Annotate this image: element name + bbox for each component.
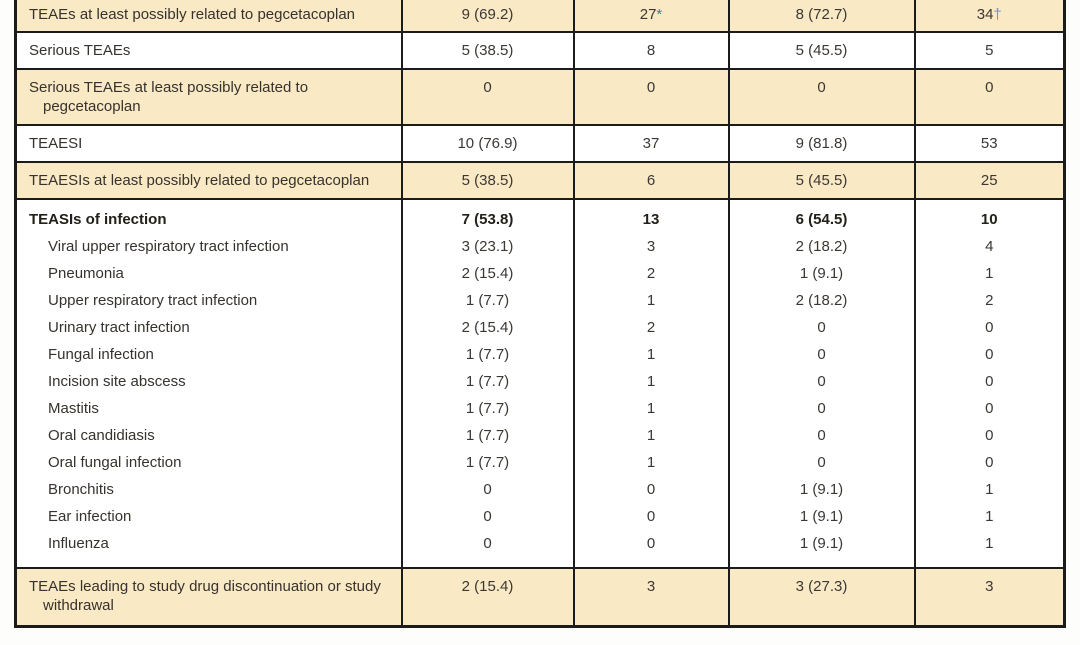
- cell-value: 2: [574, 314, 729, 341]
- row-label: Pneumonia: [16, 260, 402, 287]
- cell-value: 37: [574, 125, 729, 162]
- cell-value: 1: [574, 287, 729, 314]
- table-row: [16, 260, 1065, 287]
- cell-value: 1 (9.1): [729, 530, 915, 568]
- table-row: [16, 503, 1065, 530]
- cell-value: 0: [574, 476, 729, 503]
- cell-value: 0: [729, 422, 915, 449]
- cell-value: 6: [574, 162, 729, 199]
- row-label: Serious TEAEs: [16, 32, 402, 69]
- cell-value: 1 (7.7): [402, 422, 574, 449]
- row-label: Fungal infection: [16, 341, 402, 368]
- cell-value: 5: [915, 32, 1065, 69]
- cell-value: 3: [574, 233, 729, 260]
- cell-value: 4: [915, 233, 1065, 260]
- cell-value: 1 (7.7): [402, 287, 574, 314]
- row-label: Upper respiratory tract infection: [16, 287, 402, 314]
- cell-value: 0: [915, 341, 1065, 368]
- asterisk-footnote-marker: *: [656, 6, 663, 23]
- cell-value: 2 (15.4): [402, 568, 574, 627]
- table-row: [16, 0, 1065, 32]
- cell-value: 0: [729, 395, 915, 422]
- table-row: [16, 530, 1065, 568]
- cell-value: 0: [729, 449, 915, 476]
- cell-value: 0: [915, 368, 1065, 395]
- cell-value: 25: [915, 162, 1065, 199]
- cell-value: 3 (23.1): [402, 233, 574, 260]
- cell-value: 27*: [574, 0, 729, 32]
- table-row: [16, 233, 1065, 260]
- table-row: [16, 199, 1065, 233]
- row-label: Mastitis: [16, 395, 402, 422]
- cell-value: 10: [915, 199, 1065, 233]
- cell-value: 13: [574, 199, 729, 233]
- cell-value: 5 (38.5): [402, 32, 574, 69]
- cell-value: 3 (27.3): [729, 568, 915, 627]
- row-label: Influenza: [16, 530, 402, 568]
- cell-value: 3: [915, 568, 1065, 627]
- cell-value: 1: [915, 530, 1065, 568]
- cell-value: 0: [729, 341, 915, 368]
- cell-value: 1 (7.7): [402, 368, 574, 395]
- table-container: [14, 0, 1066, 628]
- cell-value: 1 (7.7): [402, 395, 574, 422]
- cell-value: 1: [574, 422, 729, 449]
- cell-value: 1 (7.7): [402, 341, 574, 368]
- row-label: Incision site abscess: [16, 368, 402, 395]
- cell-value: 34†: [915, 0, 1065, 32]
- cell-value: 1: [574, 368, 729, 395]
- row-label: Serious TEAEs at least possibly related to pegcetacoplan: [16, 69, 402, 125]
- cell-value: 0: [729, 69, 915, 125]
- cell-value: 0: [574, 530, 729, 568]
- cell-value: 0: [915, 395, 1065, 422]
- cell-value: 9 (69.2): [402, 0, 574, 32]
- cell-value: 2 (15.4): [402, 260, 574, 287]
- cell-value: 2 (15.4): [402, 314, 574, 341]
- table-row: [16, 287, 1065, 314]
- cell-value: 5 (45.5): [729, 32, 915, 69]
- row-label: Viral upper respiratory tract infection: [16, 233, 402, 260]
- cell-value: 1: [574, 449, 729, 476]
- cell-value: 0: [729, 314, 915, 341]
- cell-value: 0: [729, 368, 915, 395]
- cell-value: 0: [915, 314, 1065, 341]
- cell-value: 0: [915, 422, 1065, 449]
- cell-value: 0: [402, 69, 574, 125]
- cell-value: 9 (81.8): [729, 125, 915, 162]
- table-row: [16, 568, 1065, 627]
- cell-value: 0: [402, 530, 574, 568]
- table-row: [16, 449, 1065, 476]
- cell-value: 0: [915, 69, 1065, 125]
- table-row: [16, 314, 1065, 341]
- cell-value: 2: [915, 287, 1065, 314]
- cell-value: 2: [574, 260, 729, 287]
- cell-value: 10 (76.9): [402, 125, 574, 162]
- table-row: [16, 69, 1065, 125]
- row-label: TEASIs of infection: [16, 199, 402, 233]
- row-label: Oral fungal infection: [16, 449, 402, 476]
- table-row: [16, 368, 1065, 395]
- cell-value: 7 (53.8): [402, 199, 574, 233]
- cell-value: 0: [574, 503, 729, 530]
- row-label: TEAESIs at least possibly related to pegcetacoplan: [16, 162, 402, 199]
- table-row: [16, 162, 1065, 199]
- dagger-footnote-marker: †: [993, 6, 1002, 23]
- row-label: TEAESI: [16, 125, 402, 162]
- cell-value: 5 (45.5): [729, 162, 915, 199]
- cell-value: 0: [402, 503, 574, 530]
- table-row: [16, 32, 1065, 69]
- row-label: Ear infection: [16, 503, 402, 530]
- cell-value: 0: [574, 69, 729, 125]
- cell-value: 0: [915, 449, 1065, 476]
- row-label: Bronchitis: [16, 476, 402, 503]
- cell-value: 53: [915, 125, 1065, 162]
- table-row: [16, 395, 1065, 422]
- cell-value: 1 (9.1): [729, 503, 915, 530]
- cell-value: 1 (9.1): [729, 476, 915, 503]
- cell-value: 6 (54.5): [729, 199, 915, 233]
- cell-value: 3: [574, 568, 729, 627]
- table-row: [16, 476, 1065, 503]
- cell-value: 8: [574, 32, 729, 69]
- table-row: [16, 125, 1065, 162]
- cell-value: 1: [915, 476, 1065, 503]
- cell-value: 1: [915, 260, 1065, 287]
- cell-value: 2 (18.2): [729, 287, 915, 314]
- row-label: TEAEs at least possibly related to pegcetacoplan: [16, 0, 402, 32]
- cell-value: 5 (38.5): [402, 162, 574, 199]
- cell-value: 1 (9.1): [729, 260, 915, 287]
- table-row: [16, 422, 1065, 449]
- row-label: Urinary tract infection: [16, 314, 402, 341]
- adverse-events-table: [14, 0, 1066, 628]
- cell-value: 0: [402, 476, 574, 503]
- row-label: TEAEs leading to study drug discontinuation or study withdrawal: [16, 568, 402, 627]
- cell-value: 8 (72.7): [729, 0, 915, 32]
- cell-value: 2 (18.2): [729, 233, 915, 260]
- row-label: Oral candidiasis: [16, 422, 402, 449]
- table-row: [16, 341, 1065, 368]
- cell-value: 1: [574, 395, 729, 422]
- cell-value: 1 (7.7): [402, 449, 574, 476]
- table-body: [16, 0, 1065, 627]
- cell-value: 1: [915, 503, 1065, 530]
- cell-value: 1: [574, 341, 729, 368]
